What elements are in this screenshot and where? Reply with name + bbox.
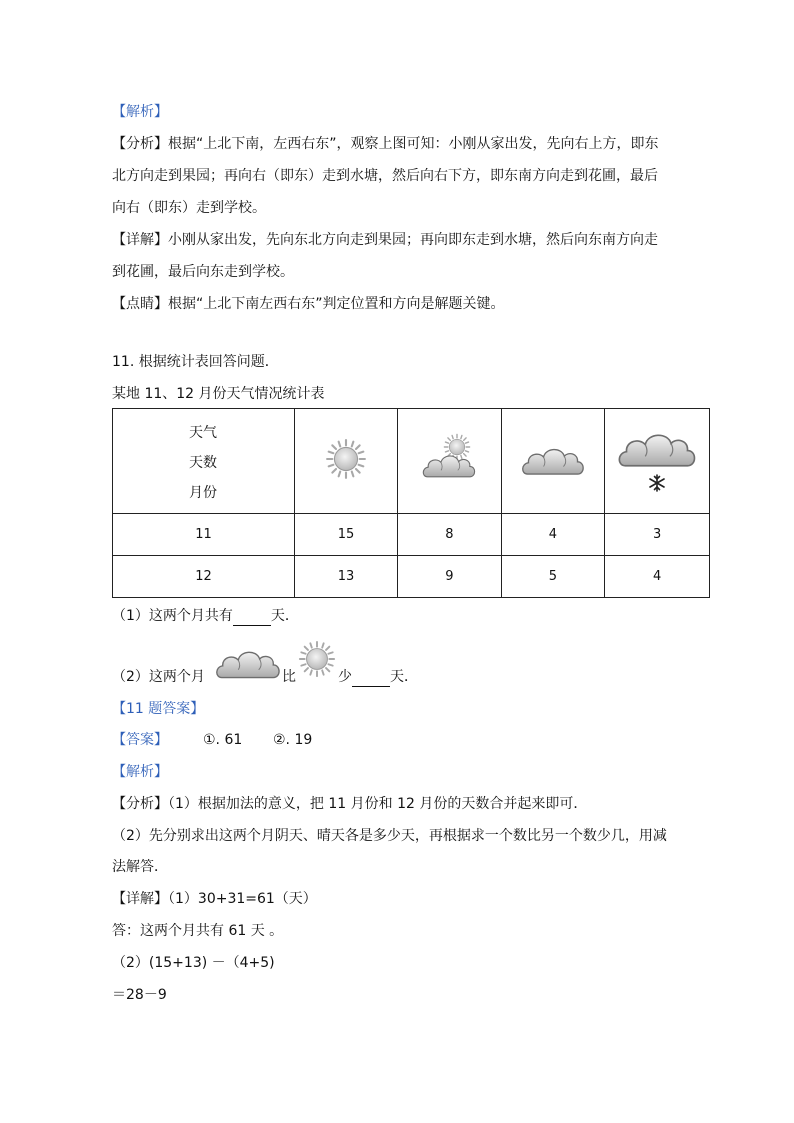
value-cell: 15 <box>294 514 397 556</box>
xiangjie-tag-2: 【详解】 <box>112 891 168 907</box>
table-row <box>113 556 710 598</box>
table-header-row <box>113 409 710 514</box>
value-cell: 9 <box>398 556 502 598</box>
header-month-label: 月份 <box>189 485 217 501</box>
calc-line-2: ＝28－9 <box>112 987 167 1003</box>
sunny-icon <box>325 438 367 480</box>
sub-question-1 <box>112 606 299 626</box>
header-sunny-cell <box>294 409 397 514</box>
analysis-line-3: 向右（即东）走到学校。 <box>112 200 266 216</box>
sub2-text-c: 少 <box>338 669 352 685</box>
answer-2: ②. 19 <box>273 732 313 748</box>
snow-icon <box>614 421 700 497</box>
header-weather-label: 天气 <box>189 425 217 441</box>
sub2-text-d: 天． <box>390 669 418 685</box>
jiexi-label-2: 【解析】 <box>112 764 168 780</box>
xiangjie-tag: 【详解】 <box>112 232 168 248</box>
remark-line <box>112 294 505 314</box>
value-cell: 5 <box>501 556 605 598</box>
detail-line <box>112 889 317 909</box>
answer-blank-1[interactable] <box>233 611 271 626</box>
analysis-line-2: 北方向走到果园；再向右（即东）走到水塘，然后向右下方，即东南方向走到花圃，最后 <box>112 168 658 184</box>
xiangjie-text-q11: （1）30+31=61（天） <box>168 891 317 907</box>
table-caption: 某地 11、12 月份天气情况统计表 <box>112 386 325 402</box>
header-days-label: 天数 <box>189 455 217 471</box>
header-snow-cell <box>605 409 710 514</box>
analysis-line-1 <box>112 134 659 154</box>
answer-sentence: 答：这两个月共有 61 天 。 <box>112 923 284 939</box>
header-cloudy-cell <box>501 409 605 514</box>
detail-line-2: 到花圃，最后向东走到学校。 <box>112 264 294 280</box>
value-cell: 13 <box>294 556 397 598</box>
cloudy-icon <box>214 642 282 682</box>
value-cell: 3 <box>605 514 710 556</box>
weather-statistics-table <box>112 408 710 598</box>
analysis-line: （2）先分别求出这两个月阴天、晴天各是多少天，再根据求一个数比另一个数少几，用减 <box>112 828 667 844</box>
analysis-line: 法解答． <box>112 859 168 875</box>
answer-1: ①. 61 <box>203 732 243 748</box>
value-cell: 4 <box>605 556 710 598</box>
answer-header: 【11 题答案】 <box>112 701 205 717</box>
sub1-text-b: 天． <box>270 608 299 624</box>
dianjing-text: 根据“上北下南左西右东”判定位置和方向是解题关键。 <box>168 296 505 312</box>
table-row <box>113 514 710 556</box>
dianjing-tag: 【点睛】 <box>112 296 168 312</box>
header-partly-cloudy-cell <box>398 409 502 514</box>
cloudy-icon <box>520 440 586 478</box>
jiexi-label: 【解析】 <box>112 104 168 120</box>
answer-blank-2[interactable] <box>352 672 390 687</box>
sub-question-2-b: 比 <box>282 669 296 685</box>
detail-line-1 <box>112 230 658 250</box>
analysis-line <box>112 794 587 814</box>
question-11-title: 11. 根据统计表回答问题． <box>112 354 279 370</box>
month-cell: 12 <box>113 556 295 598</box>
xiangjie-text-1: 小刚从家出发，先向东北方向走到果园；再向即东走到水塘，然后向东南方向走 <box>168 232 658 248</box>
partly-cloudy-icon <box>417 433 481 485</box>
header-corner-cell <box>113 409 295 514</box>
answer-tag: 【答案】 <box>112 732 168 748</box>
sub1-text-a: （1）这两个月共有 <box>112 608 233 624</box>
fenxi-tag: 【分析】 <box>112 136 168 152</box>
fenxi-tag-2: 【分析】 <box>112 796 168 812</box>
fenxi-text-q11-1: （1）根据加法的意义，把 11 月份和 12 月份的天数合并起来即可． <box>168 796 588 812</box>
sunny-icon <box>298 640 336 678</box>
sub-question-2-c <box>338 667 418 687</box>
value-cell: 8 <box>398 514 502 556</box>
month-cell: 11 <box>113 514 295 556</box>
calc-line-1: （2）(15+13) －（4+5) <box>112 955 275 971</box>
fenxi-text-1: 根据“上北下南，左西右东”，观察上图可知：小刚从家出发，先向右上方，即东 <box>168 136 659 152</box>
sub-question-2-a: （2）这两个月 <box>112 669 205 685</box>
value-cell: 4 <box>501 514 605 556</box>
